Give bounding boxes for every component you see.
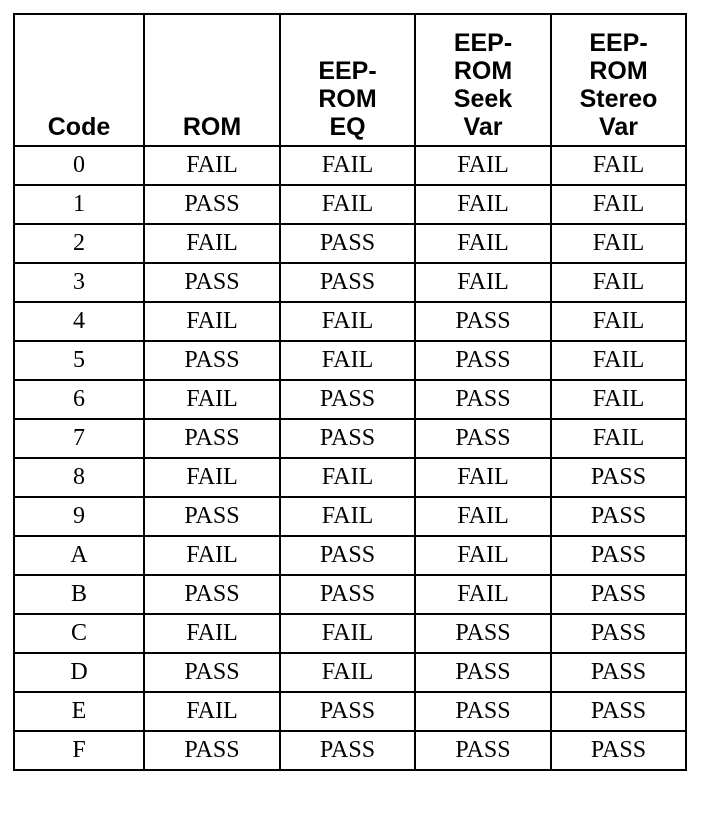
status-cell-eeprom-stereo-var: PASS [551, 458, 686, 497]
table-row [14, 263, 686, 302]
status-cell-eeprom-seek-var: PASS [415, 653, 551, 692]
table-body [14, 146, 686, 770]
status-cell-eeprom-seek-var: PASS [415, 341, 551, 380]
code-cell: 9 [14, 497, 144, 536]
status-cell-rom: FAIL [144, 224, 280, 263]
status-cell-eeprom-seek-var: PASS [415, 692, 551, 731]
status-cell-eeprom-stereo-var: FAIL [551, 341, 686, 380]
column-header-line: ROM [182, 113, 242, 141]
table-row [14, 341, 686, 380]
table-row [14, 419, 686, 458]
column-header-line: Code [47, 113, 111, 141]
status-cell-rom: PASS [144, 263, 280, 302]
status-cell-eeprom-seek-var: FAIL [415, 224, 551, 263]
status-cell-eeprom-seek-var: PASS [415, 731, 551, 770]
status-cell-eeprom-seek-var: FAIL [415, 146, 551, 185]
status-cell-eeprom-seek-var: FAIL [415, 185, 551, 224]
status-cell-rom: PASS [144, 653, 280, 692]
status-cell-eeprom-seek-var: FAIL [415, 536, 551, 575]
table-row [14, 536, 686, 575]
status-cell-eeprom-stereo-var: FAIL [551, 302, 686, 341]
table-row [14, 692, 686, 731]
code-cell: 4 [14, 302, 144, 341]
status-cell-eeprom-seek-var: PASS [415, 302, 551, 341]
table-row [14, 575, 686, 614]
status-cell-eeprom-eq: PASS [280, 536, 415, 575]
table-row [14, 185, 686, 224]
code-cell: 2 [14, 224, 144, 263]
column-header-rom [144, 14, 280, 146]
column-header-line: EEP- [453, 29, 513, 57]
status-cell-rom: FAIL [144, 146, 280, 185]
column-header-eeprom-stereo-var [551, 14, 686, 146]
status-cell-eeprom-eq: PASS [280, 419, 415, 458]
status-cell-eeprom-stereo-var: FAIL [551, 185, 686, 224]
table-row [14, 614, 686, 653]
status-cell-eeprom-eq: PASS [280, 380, 415, 419]
status-cell-rom: PASS [144, 341, 280, 380]
code-cell: 5 [14, 341, 144, 380]
status-cell-eeprom-stereo-var: PASS [551, 497, 686, 536]
status-cell-eeprom-stereo-var: PASS [551, 614, 686, 653]
status-cell-rom: FAIL [144, 614, 280, 653]
column-header-line: EEP- [318, 57, 377, 85]
code-cell: B [14, 575, 144, 614]
table-row [14, 380, 686, 419]
status-cell-eeprom-seek-var: FAIL [415, 263, 551, 302]
column-header-line: ROM [589, 57, 648, 85]
table-row [14, 731, 686, 770]
column-header-line: Stereo [579, 85, 658, 113]
status-cell-eeprom-eq: FAIL [280, 146, 415, 185]
column-header-line: EEP- [589, 29, 648, 57]
status-cell-eeprom-eq: FAIL [280, 614, 415, 653]
status-cell-eeprom-eq: FAIL [280, 185, 415, 224]
status-cell-rom: FAIL [144, 380, 280, 419]
status-cell-rom: FAIL [144, 302, 280, 341]
code-cell: 3 [14, 263, 144, 302]
status-cell-eeprom-seek-var: FAIL [415, 575, 551, 614]
code-cell: 0 [14, 146, 144, 185]
code-cell: C [14, 614, 144, 653]
status-cell-eeprom-eq: FAIL [280, 653, 415, 692]
status-cell-eeprom-eq: FAIL [280, 341, 415, 380]
table-row [14, 497, 686, 536]
status-cell-eeprom-eq: FAIL [280, 302, 415, 341]
status-cell-rom: FAIL [144, 536, 280, 575]
status-cell-eeprom-seek-var: FAIL [415, 497, 551, 536]
table-row [14, 146, 686, 185]
status-cell-eeprom-seek-var: PASS [415, 419, 551, 458]
status-cell-rom: FAIL [144, 692, 280, 731]
table-row [14, 224, 686, 263]
column-header-line: Var [463, 113, 503, 141]
status-cell-eeprom-stereo-var: PASS [551, 692, 686, 731]
status-cell-eeprom-seek-var: PASS [415, 380, 551, 419]
code-status-table [13, 13, 687, 771]
code-cell: 8 [14, 458, 144, 497]
code-cell: 7 [14, 419, 144, 458]
status-cell-eeprom-stereo-var: PASS [551, 731, 686, 770]
status-cell-eeprom-stereo-var: FAIL [551, 146, 686, 185]
column-header-code [14, 14, 144, 146]
status-cell-eeprom-seek-var: FAIL [415, 458, 551, 497]
status-cell-eeprom-eq: FAIL [280, 458, 415, 497]
column-header-line: Var [599, 113, 638, 141]
table-row [14, 653, 686, 692]
column-header-line: EQ [329, 113, 366, 141]
code-cell: 1 [14, 185, 144, 224]
column-header-line: Seek [453, 85, 513, 113]
code-cell: D [14, 653, 144, 692]
status-cell-eeprom-eq: PASS [280, 575, 415, 614]
column-header-line: ROM [318, 85, 377, 113]
code-cell: A [14, 536, 144, 575]
status-cell-rom: FAIL [144, 458, 280, 497]
status-cell-eeprom-eq: PASS [280, 224, 415, 263]
status-cell-rom: PASS [144, 185, 280, 224]
status-cell-eeprom-stereo-var: PASS [551, 653, 686, 692]
status-cell-rom: PASS [144, 575, 280, 614]
code-cell: E [14, 692, 144, 731]
status-cell-eeprom-eq: PASS [280, 263, 415, 302]
status-cell-eeprom-eq: PASS [280, 731, 415, 770]
status-cell-eeprom-stereo-var: FAIL [551, 263, 686, 302]
status-cell-rom: PASS [144, 419, 280, 458]
status-cell-eeprom-stereo-var: PASS [551, 575, 686, 614]
status-cell-rom: PASS [144, 497, 280, 536]
code-table-container [13, 13, 687, 771]
status-cell-eeprom-stereo-var: FAIL [551, 380, 686, 419]
code-cell: 6 [14, 380, 144, 419]
column-header-line: ROM [453, 57, 513, 85]
status-cell-eeprom-eq: PASS [280, 692, 415, 731]
status-cell-rom: PASS [144, 731, 280, 770]
status-cell-eeprom-eq: FAIL [280, 497, 415, 536]
header-row [14, 14, 686, 146]
table-row [14, 458, 686, 497]
table-row [14, 302, 686, 341]
status-cell-eeprom-stereo-var: PASS [551, 536, 686, 575]
table-header [14, 14, 686, 146]
status-cell-eeprom-stereo-var: FAIL [551, 419, 686, 458]
status-cell-eeprom-seek-var: PASS [415, 614, 551, 653]
column-header-eeprom-seek-var [415, 14, 551, 146]
column-header-eeprom-eq [280, 14, 415, 146]
code-cell: F [14, 731, 144, 770]
status-cell-eeprom-stereo-var: FAIL [551, 224, 686, 263]
